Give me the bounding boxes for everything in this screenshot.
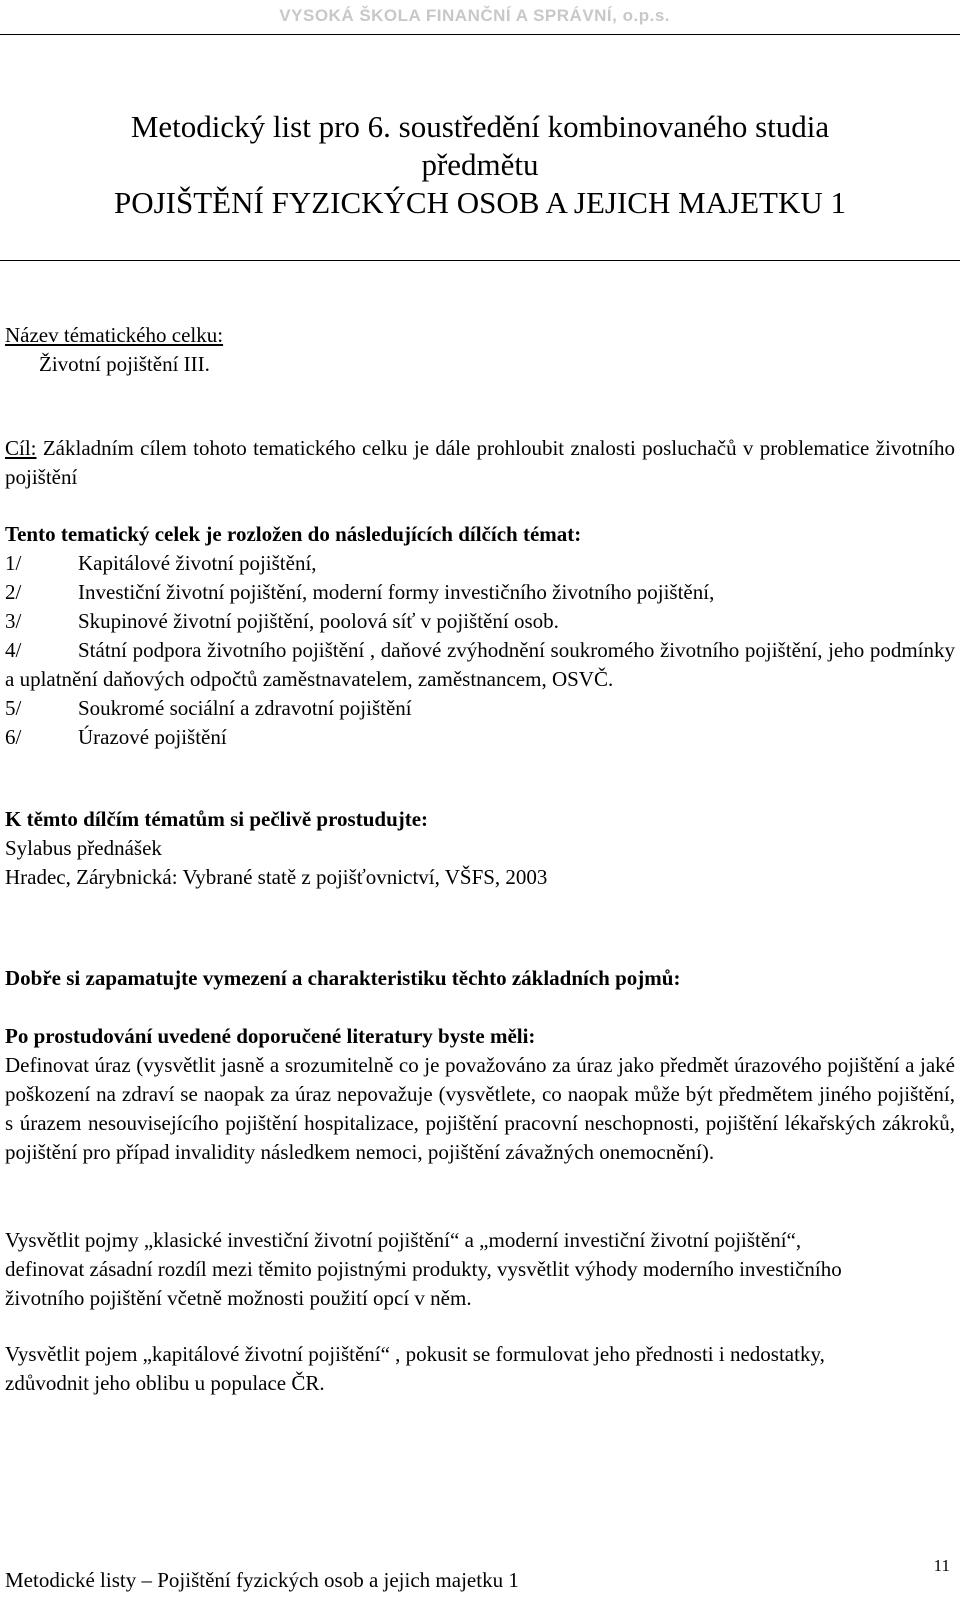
subtopic-item-4: 4/ Státní podpora životního pojištění , daňové zvýhodnění soukromého životního pojištění, jeho podmínky a uplatnění daňových odpočtů zaměstnavatelem, zaměstnancem, OSVČ. (5, 638, 955, 691)
topic-label: Název tématického celku: (5, 323, 224, 347)
subtopic-item-5: 5/ Soukromé sociální a zdravotní pojištění (5, 696, 412, 720)
subtopic-item-6: 6/ Úrazové pojištění (5, 725, 227, 749)
after-paragraph-3: Vysvětlit pojem „kapitálové životní pojištění“ , pokusit se formulovat jeho přednosti i nedostatky, zdůvodnit jeho oblibu u populace ČR. (5, 1342, 825, 1395)
topic-section (5, 321, 955, 379)
goal-text: Základním cílem tohoto tematického celku je dále prohloubit znalosti posluchačů v problematice životního pojištění (5, 436, 955, 489)
footer-text: Metodické listy – Pojištění fyzických osob a jejich majetku 1 (5, 1568, 519, 1592)
title-rule (0, 260, 960, 261)
remember-heading: Dobře si zapamatujte vymezení a charakteristiku těchto základních pojmů: (5, 966, 681, 990)
subtopic-item-2: 2/ Investiční životní pojištění, moderní formy investičního životního pojištění, (5, 580, 715, 604)
goal-label: Cíl: (5, 436, 37, 460)
subtopics-section (5, 520, 955, 752)
subtopics-heading: Tento tematický celek je rozložen do následujících dílčích témat: (5, 522, 582, 546)
title-line-1: Metodický list pro 6. soustředění kombinovaného studia (130, 109, 830, 144)
study-section (5, 805, 955, 892)
subtopic-item-1: 1/ Kapitálové životní pojištění, (5, 551, 317, 575)
after-section (5, 1022, 955, 1167)
title-line-2: předmětu (421, 147, 539, 182)
goal-section (5, 434, 955, 492)
study-line-2: Hradec, Zárybnická: Vybrané statě z pojišťovnictví, VŠFS, 2003 (5, 865, 548, 889)
topic-value: Životní pojištění III. (39, 352, 210, 376)
subtopic-item-3: 3/ Skupinové životní pojištění, poolová síť v pojištění osob. (5, 609, 559, 633)
header-organization: VYSOKÁ ŠKOLA FINANČNÍ A SPRÁVNÍ, o.p.s. (279, 6, 670, 25)
after-paragraph-2: Vysvětlit pojmy „klasické investiční životní pojištění“ a „moderní investiční životní pojištění“, definovat zásadní rozdíl mezi těmito pojistnými produkty, vysvětlit výhody moderního investičního životního pojištění včetně možnosti použití opcí v něm. (5, 1228, 842, 1310)
study-line-1: Sylabus přednášek (5, 836, 162, 860)
page-title (0, 108, 960, 222)
page-number: 11 (933, 1556, 950, 1575)
header-rule (0, 34, 960, 35)
after-heading: Po prostudování uvedené doporučené literatury byste měli: (5, 1024, 536, 1048)
after-paragraph-1: Definovat úraz (vysvětlit jasně a srozumitelně co je považováno za úraz jako předmět úrazového pojištění a jaké poškození na zdraví se naopak za úraz nepovažuje (vysvětlete, co naopak může být předmětem jiného pojištění, s úrazem nesouvisejícího pojištění hospitalizace, pojištění pracovní neschopnosti, pojištění lékařských zákroků, pojištění pro případ invalidity následkem nemoci, pojištění závažných onemocnění). (5, 1053, 955, 1164)
title-line-3: POJIŠTĚNÍ FYZICKÝCH OSOB A JEJICH MAJETKU 1 (113, 185, 846, 220)
study-heading: K těmto dílčím tématům si pečlivě prostudujte: (5, 807, 429, 831)
